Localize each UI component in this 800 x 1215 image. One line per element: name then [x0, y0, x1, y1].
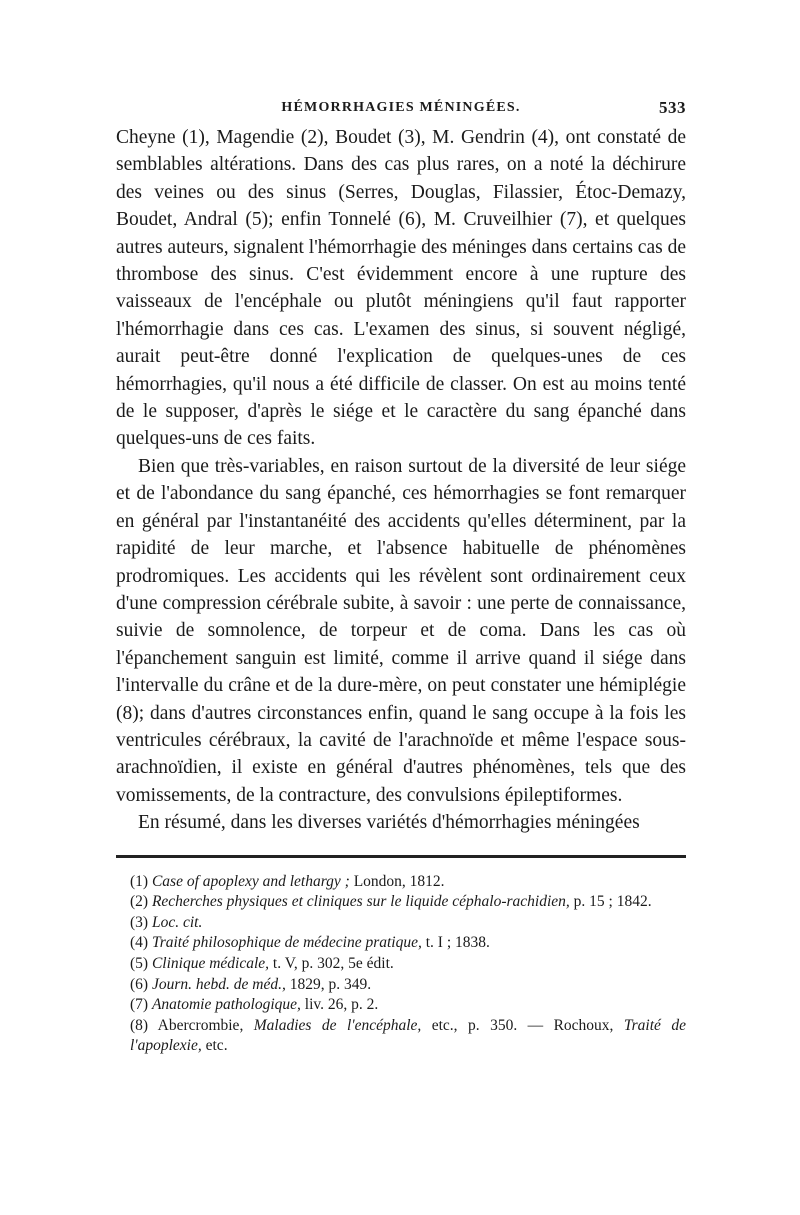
footnote-details: 1829, p. 349.	[285, 975, 372, 993]
running-head	[116, 94, 686, 124]
footnote-details: p. 15 ; 1842.	[569, 893, 652, 911]
footnote-number: (1)	[130, 872, 149, 890]
book-page	[116, 94, 686, 1057]
footnote	[116, 975, 686, 996]
footnote-number: (8)	[130, 1016, 149, 1034]
footnote-author: Abercrombie,	[157, 1016, 254, 1034]
footnote-title: Traité philosophique de médecine pratique,	[151, 934, 422, 952]
footnote-details: t. I ; 1838.	[421, 934, 490, 952]
footnotes	[116, 872, 686, 1057]
footnote-number: (2)	[130, 893, 149, 911]
footnote-title: Journ. hebd. de méd.,	[151, 975, 286, 993]
footnote-details: etc.	[201, 1037, 228, 1055]
footnote-title: Recherches physiques et cliniques sur le liquide céphalo-rachidien,	[151, 893, 570, 911]
paragraph: En résumé, dans les diverses variétés d'hémorrhagies méningées	[138, 812, 640, 834]
footnote	[116, 995, 686, 1016]
footnote-title: Traité de l'apoplexie,	[130, 1016, 686, 1055]
footnote-title: Loc. cit.	[151, 913, 203, 931]
running-title: HÉMORRHAGIES MÉNINGÉES.	[281, 100, 521, 115]
footnote	[116, 892, 686, 913]
body-text	[116, 124, 686, 837]
footnote	[116, 1016, 686, 1057]
footnote	[116, 913, 686, 934]
paragraph: Bien que très-variables, en raison surtout de la diversité de leur siége et de l'abondance du sang épanché, ces hémorrhagies se font remarquer en général par l'instantanéité des accidents qu'elles déterminent, par la rapidité de leur marche, et l'absence habituelle de phénomènes prodromiques. Les accidents qui les révèlent sont ordinairement ceux d'une compression cérébrale subite, à savoir : une perte de connaissance, suivie de somnolence, de torpeur et de coma. Dans les cas où l'épanchement sanguin est limité, comme il arrive quand il siége dans l'intervalle du crâne et de la dure-mère, on peut constater une hémiplégie (8); dans d'autres circonstances enfin, quand le sang occupe à la fois les ventricules cérébraux, la cavité de l'arachnoïde et même l'espace sous-arachnoïdien, il existe en général d'autres phénomènes, tels que des vomissements, de la contracture, des convulsions épileptiformes.	[116, 455, 686, 806]
footnote-title: Anatomie pathologique,	[151, 996, 301, 1014]
footnote-number: (5)	[130, 954, 149, 972]
footnote	[116, 872, 686, 893]
footnote-number: (3)	[130, 913, 149, 931]
footnote-details: etc., p. 350. — Rochoux,	[421, 1016, 624, 1034]
footnote	[116, 933, 686, 954]
footnote-title: Clinique médicale,	[151, 954, 270, 972]
footnote-title: Case of apoplexy and lethargy ;	[151, 872, 350, 890]
paragraph: Cheyne (1), Magendie (2), Boudet (3), M. Gendrin (4), ont constaté de semblables altérations. Dans des cas plus rares, on a noté la déchirure des veines ou des sinus (Serres, Douglas, Filassier, Étoc-Demazy, Boudet, Andral (5); enfin Tonnelé (6), M. Cruveilhier (7), et quelques autres auteurs, signalent l'hémorrhagie des méninges dans certains cas de thrombose des sinus. C'est évidemment encore à une rupture des vaisseaux de l'encéphale ou plutôt méningiens qu'il faut rapporter l'hémorrhagie dans ces cas. L'examen des sinus, si souvent négligé, aurait peut-être donné l'explication de quelques-unes de ces hémorrhagies, qu'il nous a été difficile de classer. On est au moins tenté de le supposer, d'après le siége et le caractère du sang épanché dans quelques-uns de ces faits.	[116, 127, 686, 450]
page-number: 533	[659, 98, 686, 117]
footnote-details: London, 1812.	[349, 872, 445, 890]
footnote-number: (6)	[130, 975, 149, 993]
footnote-details: t. V, p. 302, 5e édit.	[269, 954, 394, 972]
footnote	[116, 954, 686, 975]
footnote-number: (4)	[130, 934, 149, 952]
footnote-title: Maladies de l'encéphale,	[253, 1016, 422, 1034]
footnote-number: (7)	[130, 996, 149, 1014]
footnote-divider	[116, 855, 686, 858]
footnote-details: liv. 26, p. 2.	[300, 996, 379, 1014]
